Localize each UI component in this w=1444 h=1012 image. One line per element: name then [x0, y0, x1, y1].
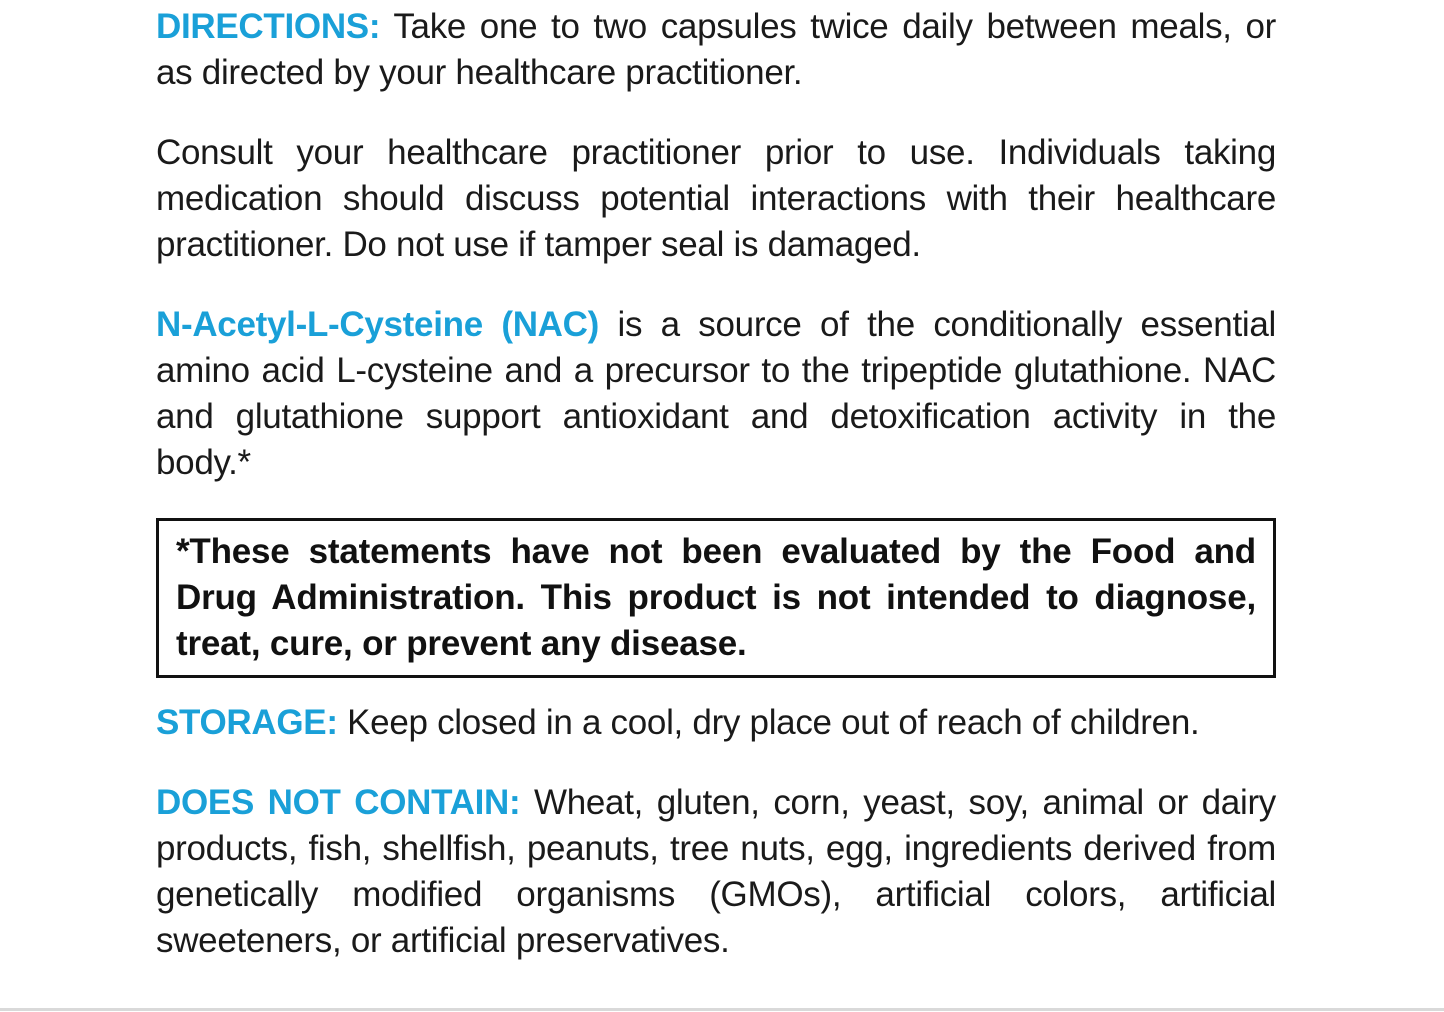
directions-paragraph [156, 4, 1276, 96]
bottom-divider [0, 1008, 1444, 1011]
storage-heading: STORAGE: [156, 703, 338, 742]
does-not-contain-heading: DOES NOT CONTAIN: [156, 783, 521, 822]
does-not-contain-paragraph [156, 780, 1276, 964]
storage-text: Keep closed in a cool, dry place out of reach of children. [337, 703, 1200, 742]
nac-paragraph [156, 302, 1276, 486]
directions-text: Take one to two capsules twice daily between meals, or as directed by your healthcare practitioner. [156, 7, 1276, 92]
fda-disclaimer-box [156, 518, 1276, 678]
nac-text: is a source of the conditionally essential amino acid L-cysteine and a precursor to the tripeptide glutathione. NAC and glutathione support antioxidant and detoxification activity in the body.* [156, 305, 1276, 482]
fda-disclaimer-text: *These statements have not been evaluated by the Food and Drug Administration. This product is not intended to diagnose, treat, cure, or prevent any disease. [176, 532, 1256, 663]
does-not-contain-text: Wheat, gluten, corn, yeast, soy, animal or dairy products, fish, shellfish, peanuts, tree nuts, egg, ingredients derived from genetically modified organisms (GMOs), artificial colors, artificial sweeteners, or artificial preservatives. [156, 783, 1276, 960]
nac-heading: N-Acetyl-L-Cysteine (NAC) [156, 305, 599, 344]
consult-paragraph: Consult your healthcare practitioner prior to use. Individuals taking medication should discuss potential interactions with their healthcare practitioner. Do not use if tamper seal is damaged. [156, 133, 1276, 264]
directions-heading: DIRECTIONS: [156, 7, 381, 46]
label-content [156, 4, 1276, 964]
storage-paragraph [156, 700, 1276, 746]
